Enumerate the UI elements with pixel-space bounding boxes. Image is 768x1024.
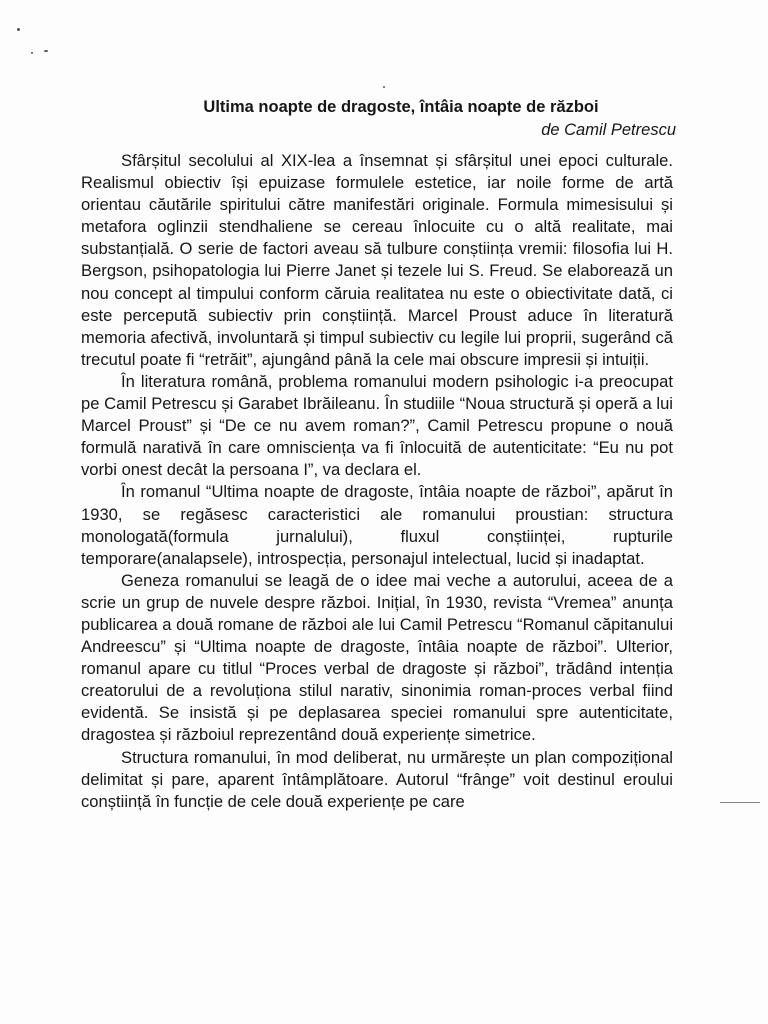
scan-speck	[31, 52, 33, 54]
paragraph: În romanul “Ultima noapte de dragoste, întâia noapte de război”, apărut în 1930, se regăsesc caracteristici ale romanului proustian: structura monologată(formula jurnalului), fluxul conștiinței, rupturile temporare(analapsele), introspecția, personajul intelectual, lucid și inadaptat.	[81, 482, 673, 568]
scan-speck	[383, 86, 385, 88]
paragraph: Sfârșitul secolului al XIX-lea a însemnat și sfârșitul unei epoci culturale. Realismul obiectiv își epuizase formulele estetice, iar noile forme de artă orientau căutările spiritului către manifestări originale. Formula mimesisului și metafora oglinzii stendhaliene se cereau înlocuite cu o altă realitate, mai substanțială. O serie de factori aveau să tulbure conștiința vremii: filosofia lui H. Bergson, psihopatologia lui Pierre Janet și tezele lui S. Freud. Se elaborează un nou concept al timpului conform căruia realitatea nu este o obiectivitate dată, ci este percepută subiectiv prin conștiință. Marcel Proust aduce în literatură memoria afectivă, involuntară și timpul subiectiv cu legile lui proprii, sugerând că trecutul poate fi “retrăit”, ajungând până la cele mai obscure impresii și intuiții.	[81, 151, 673, 369]
scan-speck	[44, 50, 48, 52]
margin-pencil-mark	[720, 802, 760, 803]
paragraph: Structura romanului, în mod deliberat, nu urmărește un plan compozițional delimitat și pare, aparent întâmplătoare. Autorul “frânge” voit destinul eroului conștiință în funcție de cele două experiențe pe care	[81, 747, 673, 811]
paragraph: În literatura română, problema romanului modern psihologic i-a preocupat pe Camil Petrescu și Garabet Ibrăileanu. În studiile “Noua structură și operă a lui Marcel Proust” și “De ce nu avem roman?”, Camil Petrescu propune o nouă formulă narativă în care omnisciența va fi înlocuită de autenticitate: “Eu nu pot vorbi onest decât la persoana I”, va declara el.	[81, 371, 673, 480]
document-author: de Camil Petrescu	[541, 121, 676, 139]
document-title: Ultima noapte de dragoste, întâia noapte de război	[203, 98, 599, 116]
scan-speck	[17, 28, 20, 31]
document-body	[81, 150, 673, 813]
paragraph: Geneza romanului se leagă de o idee mai veche a autorului, aceea de a scrie un grup de nuvele despre război. Inițial, în 1930, revista “Vremea” anunța publicarea a două romane de război ale lui Camil Petrescu “Romanul căpitanului Andreescu” și “Ultima noapte de dragoste, întâia noapte de război”. Ulterior, romanul apare cu titlul “Proces verbal de dragoste și război”, trădând intenția creatorului de a revoluționa stilul narativ, sinonimia roman-proces verbal fiind evidentă. Se insistă și pe deplasarea speciei romanului spre autenticitate, dragostea și războiul reprezentând două experiențe simetrice.	[81, 570, 673, 745]
